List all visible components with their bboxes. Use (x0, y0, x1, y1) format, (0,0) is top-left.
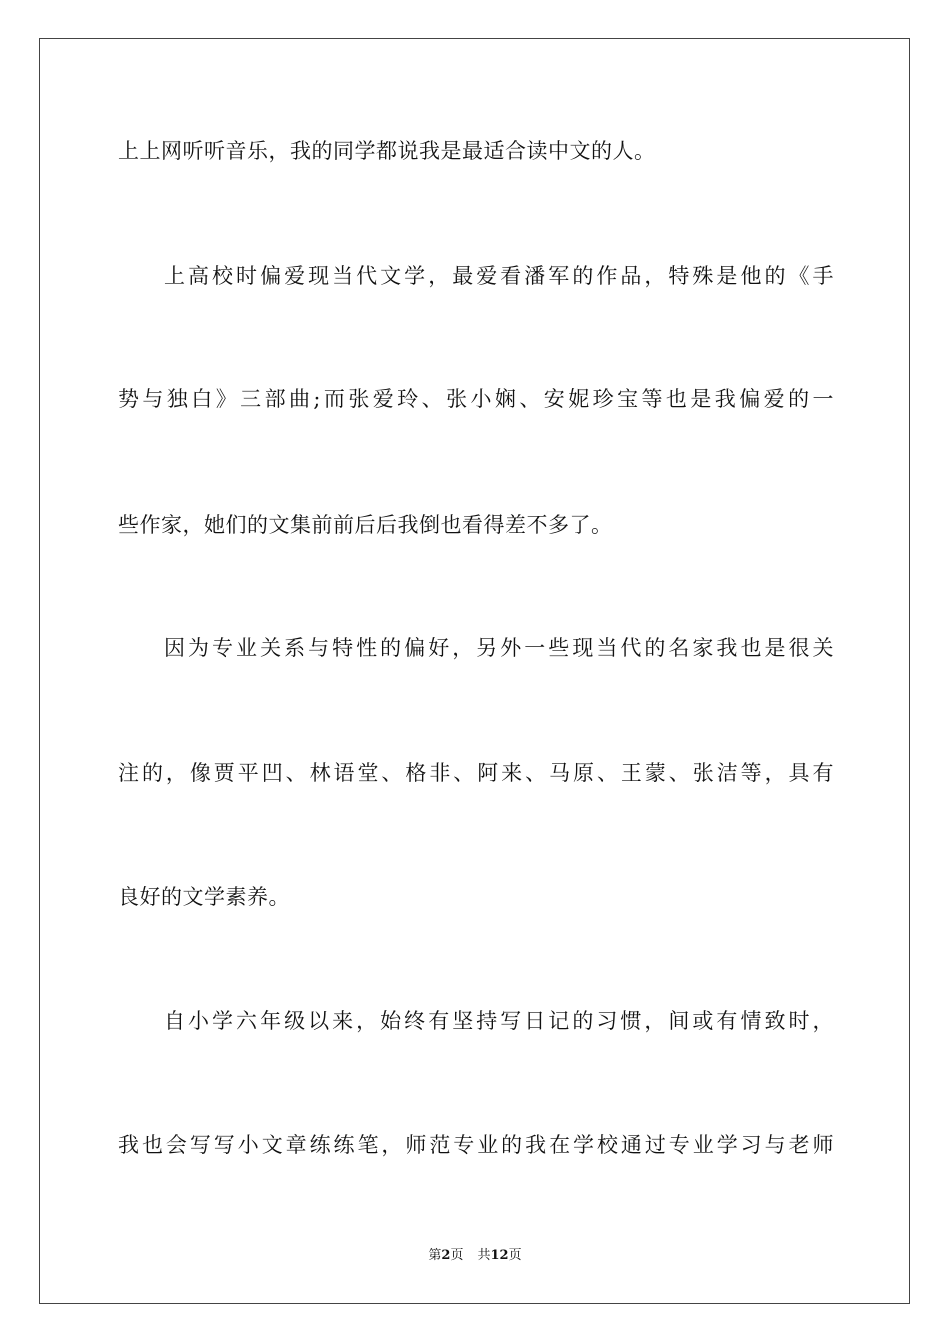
total-page-number: 12 (490, 1248, 509, 1263)
text-line: 些作家，她们的文集前前后后我倒也看得差不多了。 (118, 513, 613, 537)
page-prefix: 第 (428, 1248, 442, 1263)
total-prefix: 共 (477, 1248, 491, 1263)
page-unit: 页 (450, 1248, 464, 1263)
text-line: 良好的文学素养。 (118, 885, 290, 909)
page-border (39, 38, 910, 1304)
text-line: 因为专业关系与特性的偏好，另外一些现当代的名家我也是很关 (164, 636, 834, 660)
current-page-number: 2 (441, 1248, 451, 1263)
text-line: 我也会写写小文章练练笔，师范专业的我在学校通过专业学习与老师 (118, 1133, 834, 1157)
text-line: 势与独白》三部曲;而张爱玲、张小娴、安妮珍宝等也是我偏爱的一 (118, 387, 834, 411)
total-unit: 页 (508, 1248, 522, 1263)
text-line: 上高校时偏爱现当代文学，最爱看潘军的作品，特殊是他的《手 (164, 264, 834, 288)
text-line: 自小学六年级以来，始终有坚持写日记的习惯，间或有情致时， (164, 1009, 834, 1033)
page-footer (0, 1246, 950, 1266)
text-line: 上上网听听音乐，我的同学都说我是最适合读中文的人。 (118, 139, 656, 163)
text-line: 注的，像贾平凹、林语堂、格非、阿来、马原、王蒙、张洁等，具有 (118, 761, 834, 785)
